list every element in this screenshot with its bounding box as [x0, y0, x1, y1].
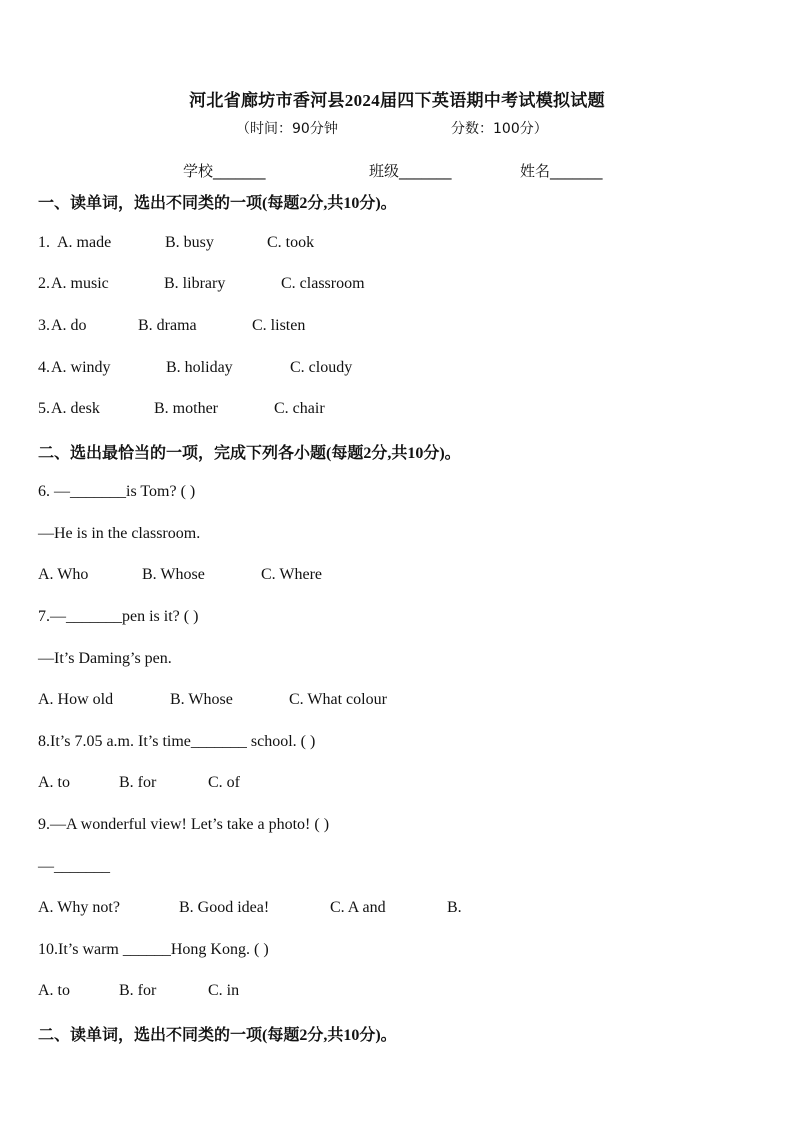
school-field: 学校_______: [183, 162, 266, 180]
option-d: B.: [447, 899, 462, 916]
option-a: A. Who: [38, 566, 89, 583]
option-c: C. What colour: [289, 691, 387, 708]
option-a: A. windy: [51, 359, 111, 376]
option-b: B. library: [164, 275, 226, 292]
option-b: B. for: [119, 982, 157, 999]
question-number: 2.: [38, 275, 50, 292]
question-number: 4.: [38, 359, 50, 376]
option-c: C. classroom: [281, 275, 365, 292]
class-field: 班级_______: [369, 162, 452, 180]
option-b: B. busy: [165, 234, 214, 251]
section-heading-1: 一、读单词，选出不同类的一项(每题2分,共10分)。: [38, 195, 397, 212]
option-c: C. took: [267, 234, 315, 251]
option-b: B. drama: [138, 317, 197, 334]
option-c: C. listen: [252, 317, 306, 334]
option-b: B. holiday: [166, 359, 233, 376]
question-number: 5.: [38, 400, 50, 417]
option-a: A. Why not?: [38, 899, 120, 916]
option-b: B. for: [119, 774, 157, 791]
option-a: A. desk: [51, 400, 100, 417]
question-9-answer: —_______: [38, 858, 110, 875]
option-c: C. of: [208, 774, 240, 791]
option-c: C. cloudy: [290, 359, 353, 376]
section-heading-3: 二、读单词，选出不同类的一项(每题2分,共10分)。: [38, 1027, 397, 1044]
option-a: A. to: [38, 982, 70, 999]
question-8-stem: 8.It’s 7.05 a.m. It’s time_______ school. ( ): [38, 733, 316, 750]
option-a: A. to: [38, 774, 70, 791]
option-a: A. How old: [38, 691, 114, 708]
question-number: 1.: [38, 234, 50, 251]
question-7-stem: 7.—_______pen is it? ( ): [38, 608, 199, 625]
question-7-answer: —It’s Daming’s pen.: [38, 650, 172, 667]
question-6-stem: 6. —_______is Tom? ( ): [38, 483, 196, 500]
question-6-answer: —He is in the classroom.: [38, 525, 201, 542]
question-number: 3.: [38, 317, 50, 334]
option-a: A. do: [51, 317, 87, 334]
name-field: 姓名_______: [520, 162, 603, 180]
option-b: B. Whose: [170, 691, 233, 708]
option-a: A. music: [51, 275, 109, 292]
page-title: 河北省廊坊市香河县2024届四下英语期中考试模拟试题: [189, 91, 605, 110]
option-c: C. in: [208, 982, 240, 999]
option-c: C. A and: [330, 899, 386, 916]
question-10-stem: 10.It’s warm ______Hong Kong. ( ): [38, 941, 269, 958]
option-b: B. mother: [154, 400, 218, 417]
exam-score: 分数：100分）: [451, 121, 548, 137]
section-heading-2: 二、选出最恰当的一项，完成下列各小题(每题2分,共10分)。: [38, 445, 461, 462]
exam-time: （时间：90分钟: [236, 121, 338, 137]
option-c: C. Where: [261, 566, 323, 583]
option-b: B. Whose: [142, 566, 205, 583]
option-c: C. chair: [274, 400, 325, 417]
question-9-stem: 9.—A wonderful view! Let’s take a photo! ( ): [38, 816, 330, 833]
option-b: B. Good idea!: [179, 899, 270, 916]
option-a: A. made: [57, 234, 112, 251]
